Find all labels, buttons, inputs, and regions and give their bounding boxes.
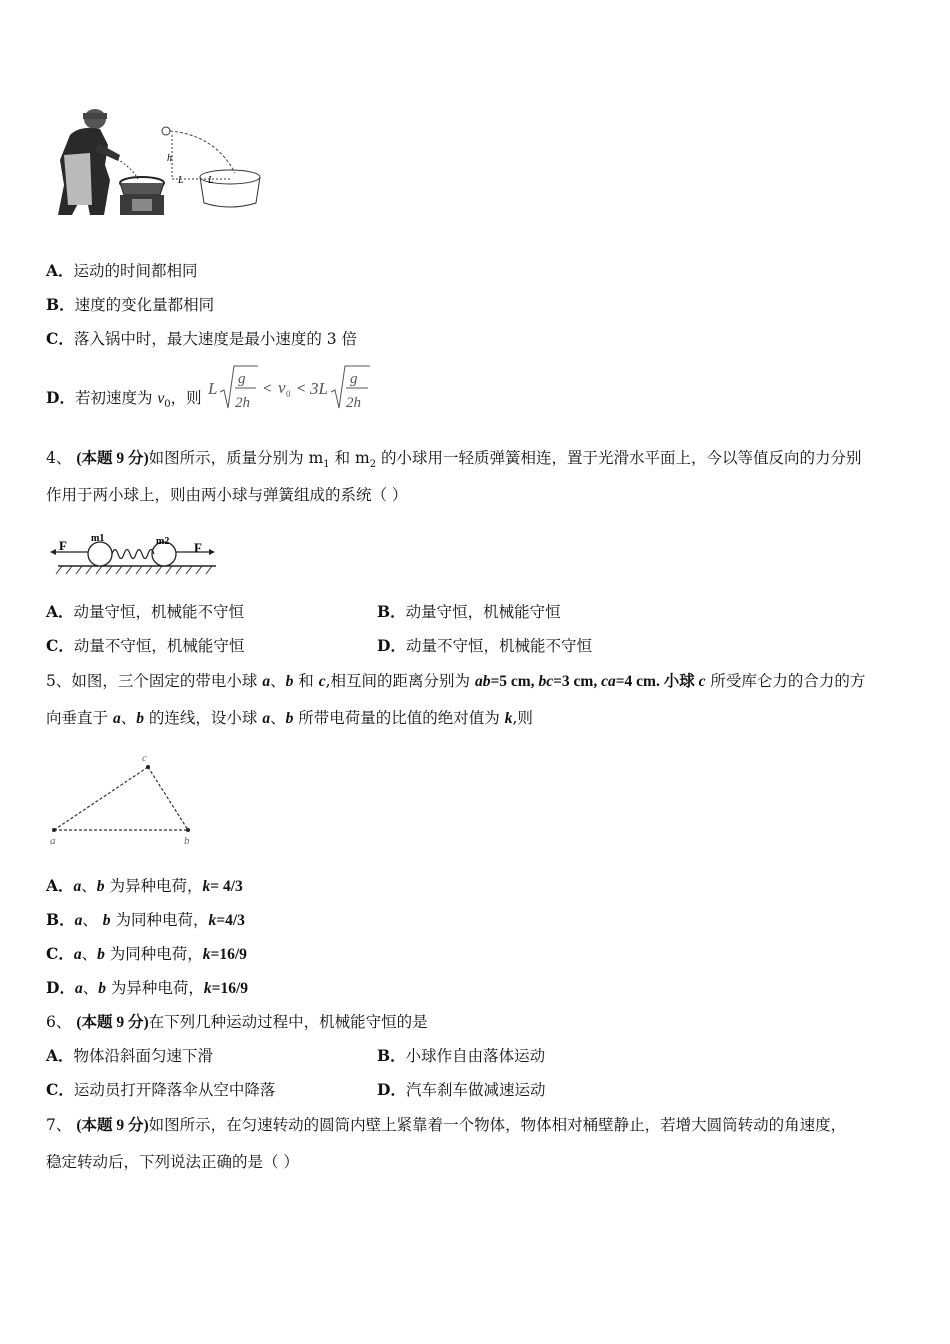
label-b: b: [184, 835, 190, 847]
stem-var: a: [262, 710, 271, 727]
var-a: a: [74, 912, 83, 929]
question-score: (本题 9 分): [76, 450, 149, 467]
question-number: 7、: [46, 1116, 72, 1134]
stem-text: 如图所示，在匀速转动的圆筒内壁上紧靠着一个物体，物体相对桶壁静止，若增大圆筒转动的角速度，: [148, 1116, 847, 1134]
m1-subscript: 1: [323, 459, 330, 471]
stem-text: 稳定转动后，下列说法正确的是（ ）: [46, 1153, 299, 1171]
k-value: = 4/3: [210, 878, 243, 895]
option-text: 汽车刹车做减速运动: [405, 1081, 546, 1099]
q3-option-b: [46, 295, 214, 315]
q6-option-b: [377, 1046, 545, 1066]
q4-spring-figure: [46, 530, 221, 578]
q5-triangle-figure: [46, 750, 206, 850]
option-label: C．: [46, 944, 74, 963]
stem-part: =5 cm,: [490, 673, 539, 690]
var-a: a: [73, 878, 82, 895]
label-h: h: [167, 153, 172, 164]
k-value: =4/3: [216, 912, 245, 929]
stem-part: 所受库仑力的合力的方: [705, 672, 866, 690]
var-k: k: [202, 878, 211, 895]
var-b: b: [102, 912, 111, 929]
q6-option-a: [46, 1046, 213, 1066]
k-value: =16/9: [211, 980, 249, 997]
label-F-right: F: [194, 540, 202, 555]
question-score: (本题 9 分): [76, 1014, 149, 1031]
m2-subscript: 2: [369, 459, 377, 471]
option-label: A．: [46, 261, 74, 280]
stem-var: a: [262, 673, 271, 690]
q4-option-c: [46, 636, 244, 656]
ineq-g: g: [238, 371, 246, 387]
ineq-2h: 2h: [235, 395, 250, 411]
option-label: D．: [377, 1080, 406, 1099]
q7-stem-line2: [46, 1152, 299, 1172]
stem-part: 的连线，设小球: [143, 709, 263, 727]
option-label: B．: [46, 910, 75, 929]
option-label: A．: [46, 1046, 74, 1065]
option-label: C．: [46, 1080, 74, 1099]
var-b: b: [96, 878, 105, 895]
q4-option-a: [46, 602, 244, 622]
stem-part: =4 cm. 小球: [615, 673, 699, 690]
option-label: A．: [46, 602, 74, 621]
var-b: b: [98, 980, 106, 997]
ineq-L: L: [208, 379, 218, 398]
sep: 、: [81, 945, 98, 963]
q3-noodle-figure: [50, 105, 265, 220]
label-L1: L: [178, 175, 184, 186]
option-text: 动量不守恒，机械能守恒: [73, 637, 245, 655]
sep: 、: [82, 979, 99, 997]
stem-text: 作用于两小球上，则由两小球与弹簧组成的系统（ ）: [46, 486, 408, 504]
question-score: (本题 9 分): [76, 1117, 149, 1134]
stem-var: a: [112, 710, 121, 727]
q5-option-c: [46, 944, 247, 965]
label-c: c: [142, 752, 147, 764]
stem-var: b: [285, 710, 294, 727]
var-k: k: [202, 946, 211, 963]
option-label: D．: [377, 636, 406, 655]
label-m1: m1: [91, 533, 105, 544]
stem-part: ,相互间的距离分别为: [325, 672, 475, 690]
option-text-mid: ，则: [170, 389, 202, 407]
label-L2: L: [208, 175, 214, 186]
v0-symbol: v: [157, 390, 165, 407]
q6-option-d: [377, 1080, 545, 1100]
stem-var: ca: [601, 673, 616, 690]
option-label: C．: [46, 329, 74, 348]
question-number: 6、: [46, 1013, 72, 1031]
stem-part: 所带电荷量的比值的绝对值为: [293, 709, 505, 727]
option-text: 运动员打开降落伞从空中降落: [73, 1081, 276, 1099]
q4-stem-line2: [46, 485, 407, 505]
q4-option-d: [377, 636, 592, 656]
trajectory-diagram: [162, 127, 260, 207]
label-m2: m2: [156, 536, 170, 547]
option-text: 动量守恒，机械能守恒: [405, 603, 561, 621]
option-text: 动量不守恒，机械能不守恒: [405, 637, 592, 655]
option-text: 运动的时间都相同: [73, 262, 198, 280]
option-text: 为异种电荷，: [104, 877, 203, 895]
option-label: B．: [46, 295, 75, 314]
stem-part: ,则: [512, 709, 533, 727]
option-label: B．: [377, 1046, 406, 1065]
stem-part: 、: [270, 672, 286, 690]
option-label: A．: [46, 876, 74, 895]
q6-stem: [46, 1012, 428, 1033]
stem-part: 向垂直于: [46, 709, 113, 727]
option-text: 落入锅中时，最大速度是最小速度的 3 倍: [73, 330, 358, 348]
triangle-diagram: [50, 752, 190, 847]
stem-text-mid: 和 m: [329, 449, 370, 467]
q4-stem-line1: [46, 448, 862, 475]
q3-option-c: [46, 329, 357, 349]
stem-part: 如图，三个固定的带电小球: [71, 672, 263, 690]
q6-option-c: [46, 1080, 275, 1100]
stem-text-rest: 的小球用一轻质弹簧相连，置于光滑水平面上，今以等值反向的力分别: [376, 449, 862, 467]
spring-system-diagram: [50, 533, 216, 574]
q3-option-d: [46, 388, 202, 415]
ineq-g2: g: [350, 371, 358, 387]
option-label: B．: [377, 602, 406, 621]
stem-var: c: [698, 673, 706, 690]
stem-var: k: [504, 710, 513, 727]
stem-part: =3 cm,: [553, 673, 602, 690]
var-b: b: [97, 946, 105, 963]
ineq-2h2: 2h: [346, 395, 361, 411]
sep: 、: [82, 911, 103, 929]
stem-var: b: [285, 673, 294, 690]
stem-part: 、: [120, 709, 137, 727]
ineq-lt2: <: [297, 381, 306, 397]
option-text: 为异种电荷，: [105, 979, 204, 997]
q5-stem-line2: [46, 708, 533, 729]
q5-option-b: [46, 910, 245, 931]
option-text: 小球作自由落体运动: [405, 1047, 546, 1065]
stem-var: ab: [474, 673, 491, 690]
var-k: k: [203, 980, 212, 997]
option-text: 速度的变化量都相同: [74, 296, 215, 314]
option-text: 为同种电荷，: [110, 911, 209, 929]
label-a: a: [50, 835, 56, 847]
option-label: D．: [46, 388, 75, 407]
stem-var: b: [136, 710, 144, 727]
q5-option-d: [46, 978, 248, 999]
option-text: 为同种电荷，: [104, 945, 203, 963]
ineq-lt1: <: [263, 381, 272, 397]
q4-option-b: [377, 602, 561, 622]
stem-part: 、: [270, 709, 286, 727]
v0-subscript: 0: [164, 399, 171, 411]
ineq-v: v: [278, 378, 286, 397]
ineq-3L: 3L: [310, 379, 328, 398]
ineq-v-sub: 0: [286, 389, 291, 399]
var-a: a: [74, 980, 83, 997]
stem-part: 和: [293, 672, 319, 690]
stem-var: bc: [538, 673, 554, 690]
stem-text: 如图所示，质量分别为 m: [148, 449, 324, 467]
k-value: =16/9: [210, 946, 247, 963]
var-k: k: [208, 912, 217, 929]
option-text: 物体沿斜面匀速下滑: [73, 1047, 214, 1065]
q5-option-a: [46, 876, 243, 897]
cook-illustration: [58, 109, 120, 215]
q7-stem-line1: [46, 1115, 846, 1136]
question-number: 5、: [46, 672, 72, 690]
label-F-left: F: [59, 538, 67, 553]
pot-on-stove: [110, 155, 164, 215]
question-number: 4、: [46, 449, 72, 467]
option-label: D．: [46, 978, 75, 997]
sep: 、: [81, 877, 97, 895]
stem-var: c: [318, 673, 326, 690]
option-label: C．: [46, 636, 74, 655]
q5-stem-line1: [46, 671, 865, 692]
stem-text: 在下列几种运动过程中，机械能守恒的是: [148, 1013, 428, 1031]
var-a: a: [73, 946, 82, 963]
option-text: 动量守恒，机械能不守恒: [73, 603, 245, 621]
option-text: 若初速度为: [74, 389, 158, 407]
q3-option-a: [46, 261, 198, 281]
q3-inequality-formula: [206, 362, 376, 416]
